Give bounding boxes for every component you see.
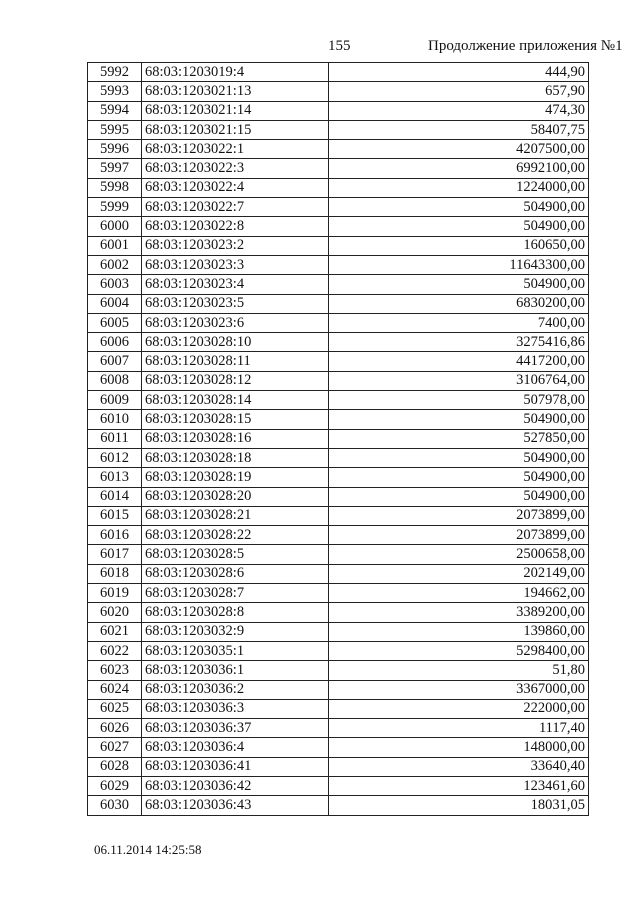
row-number-cell: 5996 [88, 140, 142, 159]
table-row [88, 738, 589, 757]
cadastral-number-cell: 68:03:1203022:3 [142, 159, 329, 178]
cadastral-number-cell: 68:03:1203028:22 [142, 526, 329, 545]
row-number-cell: 6015 [88, 506, 142, 525]
row-number-cell: 5998 [88, 178, 142, 197]
row-number-cell: 6000 [88, 217, 142, 236]
row-number-cell: 6013 [88, 468, 142, 487]
table-row [88, 545, 589, 564]
table-row [88, 526, 589, 545]
cadastral-number-cell: 68:03:1203023:5 [142, 294, 329, 313]
table-row [88, 641, 589, 660]
row-number-cell: 5994 [88, 101, 142, 120]
cadastral-value-cell: 1224000,00 [329, 178, 589, 197]
row-number-cell: 5999 [88, 198, 142, 217]
table-row [88, 603, 589, 622]
cadastral-value-cell: 507978,00 [329, 391, 589, 410]
cadastral-value-cell: 7400,00 [329, 313, 589, 332]
table-row [88, 487, 589, 506]
cadastral-value-cell: 504900,00 [329, 448, 589, 467]
cadastral-number-cell: 68:03:1203021:13 [142, 82, 329, 101]
row-number-cell: 5993 [88, 82, 142, 101]
cadastral-number-cell: 68:03:1203036:37 [142, 719, 329, 738]
table-row [88, 391, 589, 410]
cadastral-number-cell: 68:03:1203028:6 [142, 564, 329, 583]
cadastral-value-cell: 4417200,00 [329, 352, 589, 371]
cadastral-value-cell: 1117,40 [329, 719, 589, 738]
table-row [88, 198, 589, 217]
print-timestamp: 06.11.2014 14:25:58 [94, 842, 202, 857]
cadastral-value-cell: 160650,00 [329, 236, 589, 255]
table-row [88, 371, 589, 390]
cadastral-value-cell: 148000,00 [329, 738, 589, 757]
cadastral-value-cell: 504900,00 [329, 198, 589, 217]
cadastral-number-cell: 68:03:1203028:21 [142, 506, 329, 525]
cadastral-number-cell: 68:03:1203021:14 [142, 101, 329, 120]
cadastral-value-cell: 194662,00 [329, 584, 589, 603]
table-body [88, 63, 589, 816]
cadastral-number-cell: 68:03:1203028:7 [142, 584, 329, 603]
table-row [88, 236, 589, 255]
cadastral-number-cell: 68:03:1203022:4 [142, 178, 329, 197]
cadastral-value-cell: 2073899,00 [329, 526, 589, 545]
row-number-cell: 6022 [88, 641, 142, 660]
row-number-cell: 6023 [88, 661, 142, 680]
cadastral-value-cell: 504900,00 [329, 487, 589, 506]
row-number-cell: 5992 [88, 63, 142, 82]
cadastral-number-cell: 68:03:1203036:3 [142, 699, 329, 718]
table-row [88, 622, 589, 641]
table-row [88, 468, 589, 487]
cadastral-number-cell: 68:03:1203028:18 [142, 448, 329, 467]
row-number-cell: 5997 [88, 159, 142, 178]
row-number-cell: 6021 [88, 622, 142, 641]
row-number-cell: 6008 [88, 371, 142, 390]
cadastral-number-cell: 68:03:1203019:4 [142, 63, 329, 82]
table-row [88, 294, 589, 313]
cadastral-value-cell: 3106764,00 [329, 371, 589, 390]
row-number-cell: 6005 [88, 313, 142, 332]
cadastral-value-cell: 3367000,00 [329, 680, 589, 699]
row-number-cell: 6014 [88, 487, 142, 506]
cadastral-value-cell: 3389200,00 [329, 603, 589, 622]
table-row [88, 776, 589, 795]
table-row [88, 796, 589, 815]
cadastral-number-cell: 68:03:1203032:9 [142, 622, 329, 641]
table-row [88, 699, 589, 718]
row-number-cell: 6016 [88, 526, 142, 545]
row-number-cell: 6020 [88, 603, 142, 622]
cadastral-value-cell: 123461,60 [329, 776, 589, 795]
cadastral-number-cell: 68:03:1203028:14 [142, 391, 329, 410]
table-row [88, 719, 589, 738]
cadastral-value-cell: 474,30 [329, 101, 589, 120]
cadastral-value-cell: 139860,00 [329, 622, 589, 641]
row-number-cell: 6006 [88, 333, 142, 352]
row-number-cell: 6019 [88, 584, 142, 603]
cadastral-number-cell: 68:03:1203028:15 [142, 410, 329, 429]
cadastral-value-cell: 504900,00 [329, 275, 589, 294]
cadastral-value-cell: 527850,00 [329, 429, 589, 448]
cadastral-value-cell: 504900,00 [329, 468, 589, 487]
row-number-cell: 6030 [88, 796, 142, 815]
cadastral-number-cell: 68:03:1203028:11 [142, 352, 329, 371]
cadastral-number-cell: 68:03:1203028:20 [142, 487, 329, 506]
cadastral-number-cell: 68:03:1203028:10 [142, 333, 329, 352]
row-number-cell: 6025 [88, 699, 142, 718]
table-row [88, 101, 589, 120]
table-row [88, 178, 589, 197]
cadastral-value-cell: 504900,00 [329, 410, 589, 429]
cadastral-number-cell: 68:03:1203022:1 [142, 140, 329, 159]
cadastral-number-cell: 68:03:1203028:16 [142, 429, 329, 448]
cadastral-number-cell: 68:03:1203036:2 [142, 680, 329, 699]
cadastral-number-cell: 68:03:1203028:8 [142, 603, 329, 622]
row-number-cell: 6024 [88, 680, 142, 699]
cadastral-number-cell: 68:03:1203036:43 [142, 796, 329, 815]
table-row [88, 255, 589, 274]
table-row [88, 506, 589, 525]
cadastral-value-cell: 5298400,00 [329, 641, 589, 660]
cadastral-number-cell: 68:03:1203023:6 [142, 313, 329, 332]
row-number-cell: 6010 [88, 410, 142, 429]
table-row [88, 140, 589, 159]
table-row [88, 63, 589, 82]
table-row [88, 564, 589, 583]
cadastral-number-cell: 68:03:1203023:4 [142, 275, 329, 294]
table-row [88, 313, 589, 332]
cadastral-value-cell: 202149,00 [329, 564, 589, 583]
cadastral-value-cell: 58407,75 [329, 120, 589, 139]
table-row [88, 159, 589, 178]
cadastral-number-cell: 68:03:1203036:4 [142, 738, 329, 757]
cadastral-value-cell: 6830200,00 [329, 294, 589, 313]
table-row [88, 661, 589, 680]
cadastral-number-cell: 68:03:1203036:41 [142, 757, 329, 776]
cadastral-number-cell: 68:03:1203022:8 [142, 217, 329, 236]
cadastral-value-cell: 51,80 [329, 661, 589, 680]
table-row [88, 410, 589, 429]
row-number-cell: 6001 [88, 236, 142, 255]
table-row [88, 584, 589, 603]
cadastral-number-cell: 68:03:1203023:3 [142, 255, 329, 274]
cadastral-number-cell: 68:03:1203022:7 [142, 198, 329, 217]
cadastral-number-cell: 68:03:1203035:1 [142, 641, 329, 660]
row-number-cell: 6011 [88, 429, 142, 448]
cadastral-number-cell: 68:03:1203028:12 [142, 371, 329, 390]
cadastral-value-cell: 222000,00 [329, 699, 589, 718]
table-row [88, 448, 589, 467]
cadastral-value-cell: 504900,00 [329, 217, 589, 236]
row-number-cell: 6003 [88, 275, 142, 294]
cadastral-value-cell: 2073899,00 [329, 506, 589, 525]
table-row [88, 757, 589, 776]
row-number-cell: 6012 [88, 448, 142, 467]
cadastral-value-cell: 33640,40 [329, 757, 589, 776]
row-number-cell: 6004 [88, 294, 142, 313]
appendix-continuation-note: Продолжение приложения №1 [428, 38, 623, 54]
table-row [88, 120, 589, 139]
row-number-cell: 6027 [88, 738, 142, 757]
row-number-cell: 6028 [88, 757, 142, 776]
table-row [88, 680, 589, 699]
cadastral-number-cell: 68:03:1203028:5 [142, 545, 329, 564]
cadastral-value-cell: 444,90 [329, 63, 589, 82]
row-number-cell: 6018 [88, 564, 142, 583]
cadastral-number-cell: 68:03:1203028:19 [142, 468, 329, 487]
row-number-cell: 5995 [88, 120, 142, 139]
cadastral-value-cell: 18031,05 [329, 796, 589, 815]
table-row [88, 429, 589, 448]
row-number-cell: 6009 [88, 391, 142, 410]
row-number-cell: 6017 [88, 545, 142, 564]
row-number-cell: 6029 [88, 776, 142, 795]
row-number-cell: 6026 [88, 719, 142, 738]
cadastral-value-table [87, 62, 589, 816]
table-row [88, 217, 589, 236]
cadastral-value-cell: 4207500,00 [329, 140, 589, 159]
cadastral-value-cell: 657,90 [329, 82, 589, 101]
table-row [88, 333, 589, 352]
row-number-cell: 6002 [88, 255, 142, 274]
cadastral-value-cell: 2500658,00 [329, 545, 589, 564]
row-number-cell: 6007 [88, 352, 142, 371]
cadastral-value-cell: 3275416,86 [329, 333, 589, 352]
table-row [88, 82, 589, 101]
cadastral-number-cell: 68:03:1203036:1 [142, 661, 329, 680]
cadastral-number-cell: 68:03:1203021:15 [142, 120, 329, 139]
cadastral-number-cell: 68:03:1203036:42 [142, 776, 329, 795]
table-row [88, 275, 589, 294]
table-row [88, 352, 589, 371]
page-number: 155 [328, 38, 351, 54]
cadastral-number-cell: 68:03:1203023:2 [142, 236, 329, 255]
cadastral-value-cell: 11643300,00 [329, 255, 589, 274]
cadastral-value-cell: 6992100,00 [329, 159, 589, 178]
